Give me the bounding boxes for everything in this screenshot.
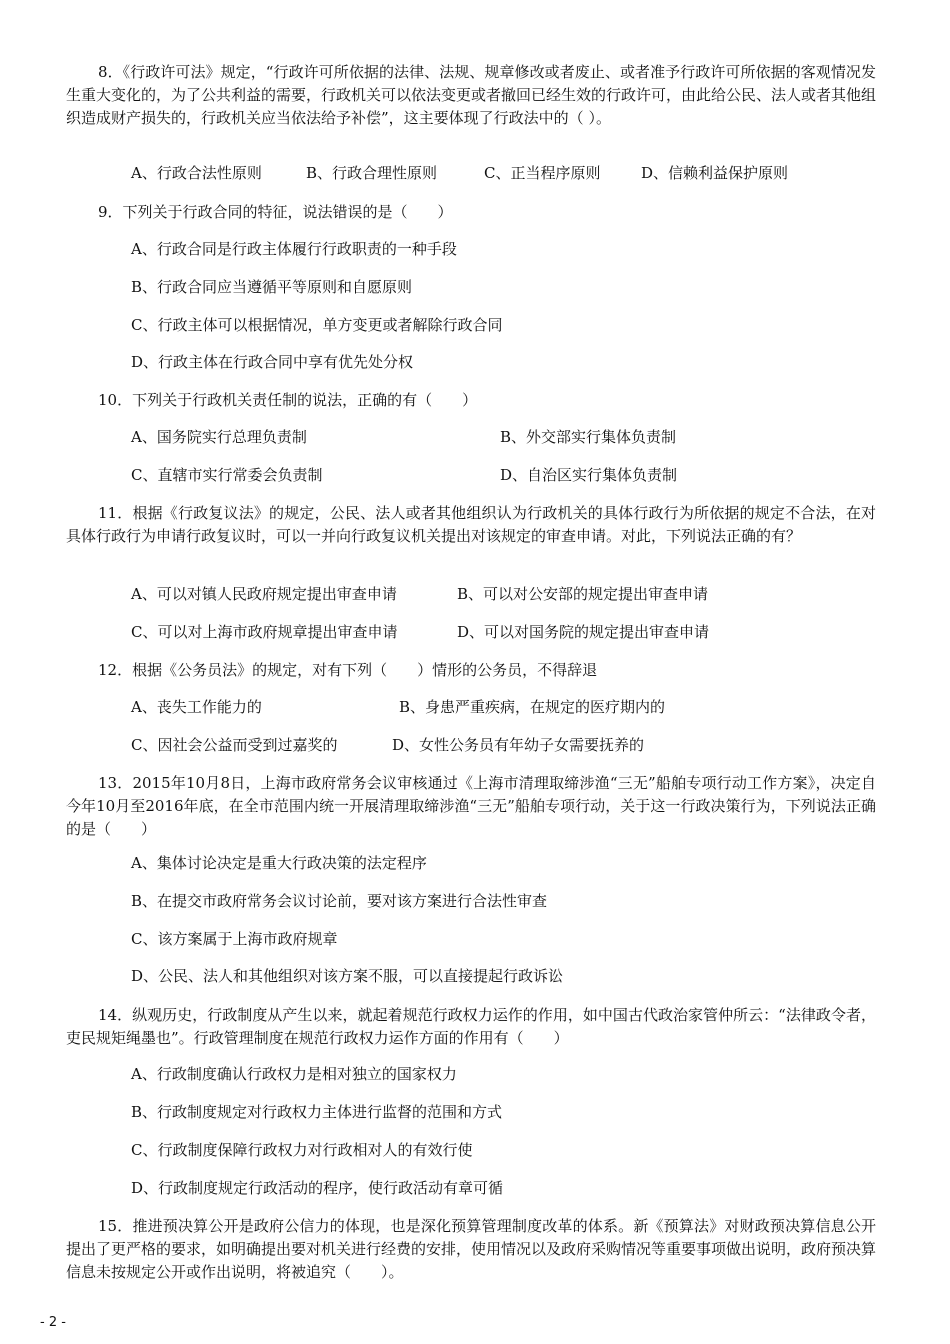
question-11-option-c: C、可以对上海市政府规章提出审查申请 xyxy=(131,623,398,641)
question-8-option-c: C、正当程序原则 xyxy=(484,164,601,182)
question-8-option-d: D、信赖利益保护原则 xyxy=(641,164,789,182)
question-8-option-b: B、行政合理性原则 xyxy=(306,164,438,182)
question-13-option-c: C、该方案属于上海市政府规章 xyxy=(131,930,338,948)
question-12-option-a: A、丧失工作能力的 xyxy=(131,698,262,716)
question-12-stem: 12．根据《公务员法》的规定，对有下列（ ）情形的公务员，不得辞退 xyxy=(98,661,598,679)
question-10-stem: 10．下列关于行政机关责任制的说法，正确的有（ ） xyxy=(98,391,478,409)
question-9-option-d: D、行政主体在行政合同中享有优先处分权 xyxy=(131,353,414,371)
question-9-option-b: B、行政合同应当遵循平等原则和自愿原则 xyxy=(131,278,413,296)
question-11-option-a: A、可以对镇人民政府规定提出审查申请 xyxy=(131,585,397,603)
question-14-option-d: D、行政制度规定行政活动的程序，使行政活动有章可循 xyxy=(131,1179,504,1197)
question-13-option-b: B、在提交市政府常务会议讨论前，要对该方案进行合法性审查 xyxy=(131,892,548,910)
question-13-option-d: D、公民、法人和其他组织对该方案不服，可以直接提起行政诉讼 xyxy=(131,967,564,985)
question-13-option-a: A、集体讨论决定是重大行政决策的法定程序 xyxy=(131,854,427,872)
question-11-stem: 11．根据《行政复议法》的规定，公民、法人或者其他组织认为行政机关的具体行政行为所依据的规定不合法，在对具体行政行为申请行政复议时，可以一并向行政复议机关提出对该规定的审查申请。对此，下列说法正确的有？ xyxy=(66,504,876,545)
question-12-option-b: B、身患严重疾病，在规定的医疗期内的 xyxy=(399,698,666,716)
question-10-option-c: C、直辖市实行常委会负责制 xyxy=(131,466,323,484)
question-13-stem: 13．2015年10月8日，上海市政府常务会议审核通过《上海市清理取缔涉渔“三无”船舶专项行动工作方案》，决定自今年10月至2016年底，在全市范围内统一开展清理取缔涉渔“三无”船舶专项行动，关于这一行政决策行为，下列说法正确的是（ ） xyxy=(66,774,876,838)
question-12-option-c: C、因社会公益而受到过嘉奖的 xyxy=(131,736,338,754)
question-10-option-a: A、国务院实行总理负责制 xyxy=(131,428,307,446)
question-11-option-d: D、可以对国务院的规定提出审查申请 xyxy=(457,623,710,641)
question-14-option-c: C、行政制度保障行政权力对行政相对人的有效行使 xyxy=(131,1141,473,1159)
question-14-stem: 14．纵观历史，行政制度从产生以来，就起着规范行政权力运作的作用，如中国古代政治家管仲所云：“法律政令者，吏民规矩绳墨也”。行政管理制度在规范行政权力运作方面的作用有（ ） xyxy=(66,1006,876,1047)
question-14-option-a: A、行政制度确认行政权力是相对独立的国家权力 xyxy=(131,1065,457,1083)
page-number: - 2 - xyxy=(40,1315,66,1330)
question-10-option-b: B、外交部实行集体负责制 xyxy=(500,428,677,446)
question-14-option-b: B、行政制度规定对行政权力主体进行监督的范围和方式 xyxy=(131,1103,503,1121)
question-9-option-c: C、行政主体可以根据情况，单方变更或者解除行政合同 xyxy=(131,316,503,334)
question-15-stem: 15．推进预决算公开是政府公信力的体现，也是深化预算管理制度改革的体系。新《预算法》对财政预决算信息公开提出了更严格的要求，如明确提出要对机关进行经费的安排，使用情况以及政府采购情况等重要事项做出说明，政府预决算信息未按规定公开或作出说明，将被追究（ ）。 xyxy=(66,1217,877,1281)
question-8-option-a: A、行政合法性原则 xyxy=(131,164,262,182)
question-9-stem: 9．下列关于行政合同的特征，说法错误的是（ ） xyxy=(98,203,453,221)
question-12-option-d: D、女性公务员有年幼子女需要抚养的 xyxy=(392,736,645,754)
question-11-option-b: B、可以对公安部的规定提出审查申请 xyxy=(457,585,709,603)
question-8-stem: 8．《行政许可法》规定，“行政许可所依据的法律、法规、规章修改或者废止、或者准予行政许可所依据的客观情况发生重大变化的，为了公共利益的需要，行政机关可以依法变更或者撤回已经生效的行政许可，由此给公民、法人或者其他组织造成财产损失的，行政机关应当依法给予补偿”，这主要体现了行政法中的（ ）。 xyxy=(66,63,877,127)
question-9-option-a: A、行政合同是行政主体履行行政职责的一种手段 xyxy=(131,240,457,258)
question-10-option-d: D、自治区实行集体负责制 xyxy=(500,466,678,484)
